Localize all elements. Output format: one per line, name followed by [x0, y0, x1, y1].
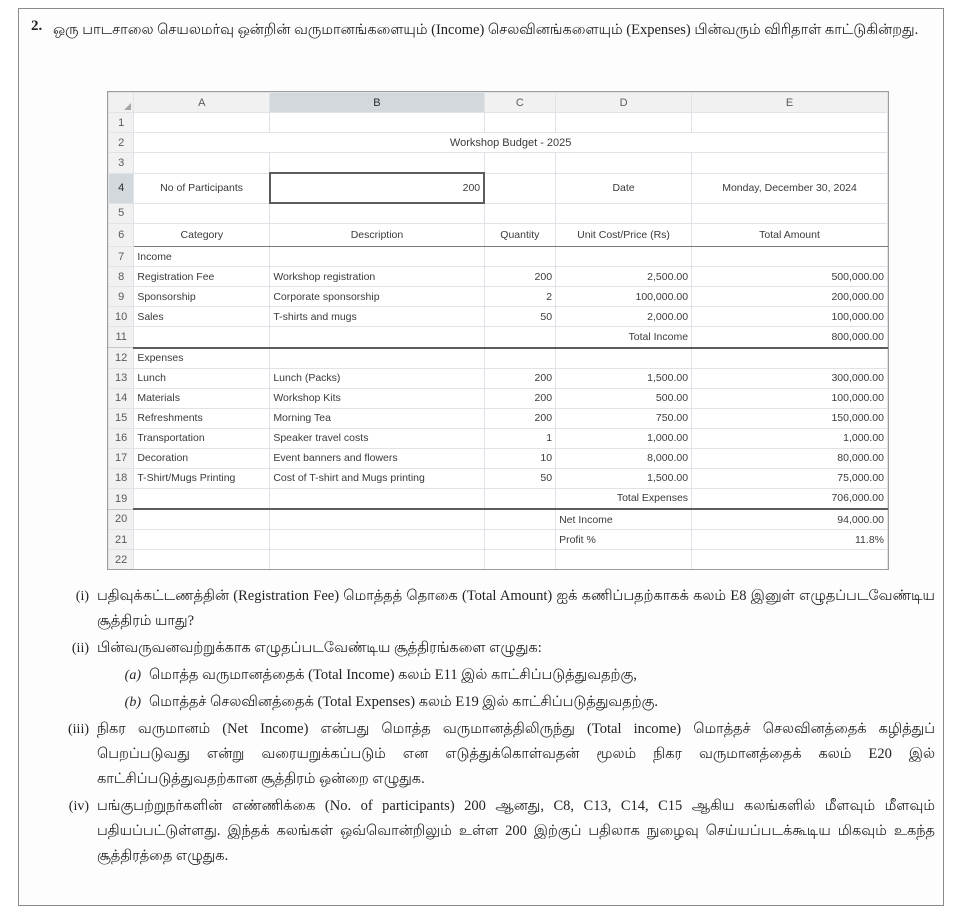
- spreadsheet-screenshot: [107, 91, 889, 570]
- select-all-corner[interactable]: [109, 93, 134, 113]
- sub-question-ii-b-text: மொத்தச் செலவினத்தைக் (Total Expenses) கலம் E19 இல் காட்சிப்படுத்துவதற்கு.: [149, 694, 659, 710]
- cell-d7[interactable]: [556, 247, 692, 267]
- cell-e15-total[interactable]: 150,000.00: [692, 408, 888, 428]
- cell-b10-description[interactable]: T-shirts and mugs: [270, 307, 484, 327]
- column-header-a[interactable]: A: [134, 93, 270, 113]
- sub-question-iv: [49, 794, 935, 869]
- cell-e21-profit-value[interactable]: 11.8%: [692, 530, 888, 550]
- table-row: [109, 247, 888, 267]
- cell-d20-net-income-label[interactable]: Net Income: [556, 509, 692, 530]
- exam-question-frame: [18, 8, 944, 906]
- sub-question-ii-a-marker: (a): [124, 668, 141, 683]
- cell-a9-category[interactable]: Sponsorship: [134, 287, 270, 307]
- sub-question-iii-text: நிகர வருமானம் (Net Income) என்பது மொத்த வருமானத்திலிருந்து (Total income) மொத்தச் செலவினத்தைக் கழித்துப் பெறப்படுவது என்று வரையறுக்கப்படும் என எடுத்துக்கொள்வதன் மூலம் நிகர வருமானத்தைக் கலம் E20 இல் காட்சிப்படுத்துவதற்கான சூத்திரம் ஒன்றை எழுதுக.: [97, 721, 935, 787]
- table-row: [109, 348, 888, 369]
- row-header-17[interactable]: 17: [109, 448, 134, 468]
- cell-c10-quantity[interactable]: 50: [484, 307, 555, 327]
- cell-a17-category[interactable]: Decoration: [134, 448, 270, 468]
- cell-a3[interactable]: [134, 153, 270, 174]
- cell-b21[interactable]: [270, 530, 484, 550]
- column-header-d[interactable]: D: [556, 93, 692, 113]
- row-header-22[interactable]: 22: [109, 550, 134, 570]
- row-header-6[interactable]: 6: [109, 224, 134, 247]
- cell-c18-quantity[interactable]: 50: [484, 468, 555, 488]
- header-quantity[interactable]: Quantity: [484, 224, 555, 247]
- cell-c22[interactable]: [484, 550, 555, 570]
- table-row: [109, 428, 888, 448]
- sub-question-i-text: பதிவுக்கட்டணத்தின் (Registration Fee) மொத்தத் தொகை (Total Amount) ஐக் கணிப்பதற்காகக் கலம் E8 இனுள் எழுதப்படவேண்டிய சூத்திரம் யாது?: [97, 588, 935, 629]
- cell-e8-total[interactable]: 500,000.00: [692, 267, 888, 287]
- sub-question-ii-b-marker: (b): [124, 695, 141, 710]
- cell-e7[interactable]: [692, 247, 888, 267]
- cell-b7[interactable]: [270, 247, 484, 267]
- row-header-3[interactable]: 3: [109, 153, 134, 174]
- cell-d22[interactable]: [556, 550, 692, 570]
- cell-a18-category[interactable]: T-Shirt/Mugs Printing: [134, 468, 270, 488]
- cell-e20-net-income-value[interactable]: 94,000.00: [692, 509, 888, 530]
- cell-d19-total-expenses-label[interactable]: Total Expenses: [556, 488, 692, 509]
- cell-c4[interactable]: [484, 173, 555, 203]
- cell-c4-participants-value[interactable]: 200: [270, 173, 484, 203]
- cell-d12[interactable]: [556, 348, 692, 369]
- row-header-11[interactable]: 11: [109, 327, 134, 348]
- table-row: [109, 468, 888, 488]
- sub-questions-list: [49, 584, 935, 871]
- cell-c16-quantity[interactable]: 1: [484, 428, 555, 448]
- cell-a10-category[interactable]: Sales: [134, 307, 270, 327]
- cell-d1[interactable]: [556, 113, 692, 133]
- cell-a22[interactable]: [134, 550, 270, 570]
- cell-e14-total[interactable]: 100,000.00: [692, 388, 888, 408]
- table-row: [109, 287, 888, 307]
- question-stem-text: ஒரு பாடசாலை செயலமர்வு ஒன்றின் வருமானங்களையும் (Income) செலவினங்களையும் (Expenses) பின்வரும் விரிதாள் காட்டுகின்றது.: [53, 22, 919, 38]
- cell-e10-total[interactable]: 100,000.00: [692, 307, 888, 327]
- cell-d18-unit-cost[interactable]: 1,500.00: [556, 468, 692, 488]
- table-row: [109, 203, 888, 224]
- row-header-7[interactable]: 7: [109, 247, 134, 267]
- header-total-amount[interactable]: Total Amount: [692, 224, 888, 247]
- cell-label-date[interactable]: Date: [556, 173, 692, 203]
- cell-c21[interactable]: [484, 530, 555, 550]
- table-row: [109, 368, 888, 388]
- cell-label-no-of-participants[interactable]: No of Participants: [134, 173, 270, 203]
- header-description[interactable]: Description: [270, 224, 484, 247]
- cell-e1[interactable]: [692, 113, 888, 133]
- cell-b18-description[interactable]: Cost of T-shirt and Mugs printing: [270, 468, 484, 488]
- cell-b8-description[interactable]: Workshop registration: [270, 267, 484, 287]
- cell-b9-description[interactable]: Corporate sponsorship: [270, 287, 484, 307]
- question-number: 2.: [31, 18, 43, 34]
- sub-question-ii-a: [115, 663, 935, 688]
- cell-c11[interactable]: [484, 327, 555, 348]
- row-header-19[interactable]: 19: [109, 488, 134, 509]
- sub-question-ii-b: [115, 690, 935, 715]
- cell-c3[interactable]: [484, 153, 555, 174]
- row-header-2[interactable]: 2: [109, 133, 134, 153]
- total-income-row: [109, 327, 888, 348]
- cell-b20[interactable]: [270, 509, 484, 530]
- cell-a15-category[interactable]: Refreshments: [134, 408, 270, 428]
- spreadsheet-grid: [108, 92, 888, 569]
- sub-question-ii-text: பின்வருவனவற்றுக்காக எழுதப்படவேண்டிய சூத்திரங்களை எழுதுக:: [97, 640, 542, 656]
- table-row: [109, 113, 888, 133]
- sub-question-i-marker: (i): [75, 589, 89, 604]
- sub-question-iii: [49, 717, 935, 792]
- cell-d21-profit-label[interactable]: Profit %: [556, 530, 692, 550]
- cell-e4-date-value[interactable]: Monday, December 30, 2024: [692, 173, 888, 203]
- cell-b22[interactable]: [270, 550, 484, 570]
- question-stem: [31, 17, 929, 43]
- cell-e3[interactable]: [692, 153, 888, 174]
- cell-e18-total[interactable]: 75,000.00: [692, 468, 888, 488]
- cell-a14-category[interactable]: Materials: [134, 388, 270, 408]
- table-row: [109, 448, 888, 468]
- cell-a20[interactable]: [134, 509, 270, 530]
- cell-e19-total-expenses-value[interactable]: 706,000.00: [692, 488, 888, 509]
- table-row: [109, 388, 888, 408]
- cell-d16-unit-cost[interactable]: 1,000.00: [556, 428, 692, 448]
- row-header-16[interactable]: 16: [109, 428, 134, 448]
- sub-question-i: [49, 584, 935, 634]
- cell-d8-unit-cost[interactable]: 2,500.00: [556, 267, 692, 287]
- total-expenses-row: [109, 488, 888, 509]
- cell-c5[interactable]: [484, 203, 555, 224]
- cell-d3[interactable]: [556, 153, 692, 174]
- cell-c13-quantity[interactable]: 200: [484, 368, 555, 388]
- cell-section-income[interactable]: Income: [134, 247, 270, 267]
- sub-question-iv-marker: (iv): [68, 799, 89, 814]
- cell-c20[interactable]: [484, 509, 555, 530]
- row-header-10[interactable]: 10: [109, 307, 134, 327]
- table-header-row: [109, 224, 888, 247]
- cell-a19[interactable]: [134, 488, 270, 509]
- cell-b11[interactable]: [270, 327, 484, 348]
- cell-c1[interactable]: [484, 113, 555, 133]
- table-row: [109, 133, 888, 153]
- cell-b19[interactable]: [270, 488, 484, 509]
- row-header-8[interactable]: 8: [109, 267, 134, 287]
- profit-row: [109, 530, 888, 550]
- cell-c14-quantity[interactable]: 200: [484, 388, 555, 408]
- cell-e22[interactable]: [692, 550, 888, 570]
- column-header-e[interactable]: E: [692, 93, 888, 113]
- row-header-18[interactable]: 18: [109, 468, 134, 488]
- sub-question-iv-text: பங்குபற்றுநர்களின் எண்ணிக்கை (No. of participants) 200 ஆனது, C8, C13, C14, C15 ஆகிய கலங்களில் மீளவும் மீளவும் பதியப்பட்டுள்ளது. இந்தக் கலங்கள் ஒவ்வொன்றிலும் உள்ள 200 இற்குப் பதிலாக நுழைவு செய்யப்படக்கூடிய மிகவும் உகந்த சூத்திரத்தை எழுதுக.: [97, 798, 935, 864]
- row-header-4[interactable]: 4: [109, 173, 134, 203]
- cell-e5[interactable]: [692, 203, 888, 224]
- table-row: [109, 153, 888, 174]
- row-header-5[interactable]: 5: [109, 203, 134, 224]
- sub-question-ii-a-text: மொத்த வருமானத்தைக் (Total Income) கலம் E11 இல் காட்சிப்படுத்துவதற்கு,: [149, 667, 637, 683]
- sub-question-iii-marker: (iii): [68, 722, 89, 737]
- net-income-row: [109, 509, 888, 530]
- header-unit-cost[interactable]: Unit Cost/Price (Rs): [556, 224, 692, 247]
- cell-d5[interactable]: [556, 203, 692, 224]
- row-header-12[interactable]: 12: [109, 348, 134, 369]
- cell-e11-total-income-value[interactable]: 800,000.00: [692, 327, 888, 348]
- cell-d10-unit-cost[interactable]: 2,000.00: [556, 307, 692, 327]
- row-header-1[interactable]: 1: [109, 113, 134, 133]
- cell-c9-quantity[interactable]: 2: [484, 287, 555, 307]
- sub-question-ii: [49, 636, 935, 661]
- row-header-14[interactable]: 14: [109, 388, 134, 408]
- cell-c8-quantity[interactable]: 200: [484, 267, 555, 287]
- cell-b12[interactable]: [270, 348, 484, 369]
- cell-c17-quantity[interactable]: 10: [484, 448, 555, 468]
- row-header-15[interactable]: 15: [109, 408, 134, 428]
- triangle-icon: [124, 103, 131, 110]
- column-header-b[interactable]: B: [270, 93, 484, 113]
- cell-b14-description[interactable]: Workshop Kits: [270, 388, 484, 408]
- cell-a13-category[interactable]: Lunch: [134, 368, 270, 388]
- cell-c15-quantity[interactable]: 200: [484, 408, 555, 428]
- cell-a16-category[interactable]: Transportation: [134, 428, 270, 448]
- cell-e9-total[interactable]: 200,000.00: [692, 287, 888, 307]
- cell-a11[interactable]: [134, 327, 270, 348]
- cell-d11-total-income-label[interactable]: Total Income: [556, 327, 692, 348]
- cell-d13-unit-cost[interactable]: 1,500.00: [556, 368, 692, 388]
- cell-title-workshop-budget[interactable]: Workshop Budget - 2025: [134, 133, 888, 153]
- cell-a1[interactable]: [134, 113, 270, 133]
- header-category[interactable]: Category: [134, 224, 270, 247]
- table-row: [109, 307, 888, 327]
- row-header-9[interactable]: 9: [109, 287, 134, 307]
- row-header-21[interactable]: 21: [109, 530, 134, 550]
- cell-b3[interactable]: [270, 153, 484, 174]
- cell-a21[interactable]: [134, 530, 270, 550]
- cell-d14-unit-cost[interactable]: 500.00: [556, 388, 692, 408]
- table-row: [109, 267, 888, 287]
- cell-e12[interactable]: [692, 348, 888, 369]
- cell-b1[interactable]: [270, 113, 484, 133]
- cell-e13-total[interactable]: 300,000.00: [692, 368, 888, 388]
- table-row: [109, 173, 888, 203]
- cell-c12[interactable]: [484, 348, 555, 369]
- cell-c7[interactable]: [484, 247, 555, 267]
- cell-e17-total[interactable]: 80,000.00: [692, 448, 888, 468]
- cell-section-expenses[interactable]: Expenses: [134, 348, 270, 369]
- cell-e16-total[interactable]: 1,000.00: [692, 428, 888, 448]
- cell-d9-unit-cost[interactable]: 100,000.00: [556, 287, 692, 307]
- cell-d17-unit-cost[interactable]: 8,000.00: [556, 448, 692, 468]
- row-header-20[interactable]: 20: [109, 509, 134, 530]
- column-header-c[interactable]: C: [484, 93, 555, 113]
- table-row-clipped: [109, 550, 888, 570]
- cell-b16-description[interactable]: Speaker travel costs: [270, 428, 484, 448]
- cell-b17-description[interactable]: Event banners and flowers: [270, 448, 484, 468]
- row-header-13[interactable]: 13: [109, 368, 134, 388]
- sub-question-ii-marker: (ii): [71, 641, 89, 656]
- table-row: [109, 408, 888, 428]
- cell-b13-description[interactable]: Lunch (Packs): [270, 368, 484, 388]
- column-header-row: [109, 93, 888, 113]
- cell-c19[interactable]: [484, 488, 555, 509]
- cell-b5[interactable]: [270, 203, 484, 224]
- cell-b15-description[interactable]: Morning Tea: [270, 408, 484, 428]
- cell-a8-category[interactable]: Registration Fee: [134, 267, 270, 287]
- cell-a5[interactable]: [134, 203, 270, 224]
- cell-d15-unit-cost[interactable]: 750.00: [556, 408, 692, 428]
